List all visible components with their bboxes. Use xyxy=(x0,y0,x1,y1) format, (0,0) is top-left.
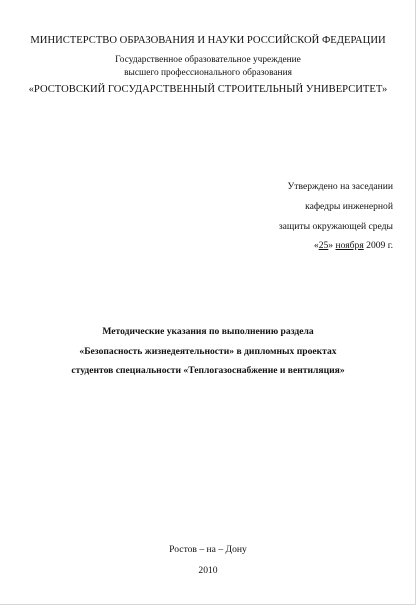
date-day: 25 xyxy=(318,240,329,252)
title-line-3: студентов специальности «Теплогазоснабжение и вентиляция» xyxy=(71,365,345,376)
document-title xyxy=(0,322,416,381)
approval-date xyxy=(279,236,393,256)
title-line-1: Методические указания по выполнению раздела xyxy=(102,326,314,337)
title-line-2: «Безопасность жизнедеятельности» в дипломных проектах xyxy=(79,345,337,357)
university-name: «РОСТОВСКИЙ ГОСУДАРСТВЕННЫЙ СТРОИТЕЛЬНЫЙ УНИВЕРСИТЕТ» xyxy=(28,84,388,95)
date-year: 2009 г. xyxy=(363,240,393,252)
institution-type-line-2: высшего профессионального образования xyxy=(124,68,292,78)
date-open-quote: « xyxy=(313,240,319,252)
approval-line-3: защиты окружающей среды xyxy=(278,220,393,232)
publication-year: 2010 xyxy=(198,565,218,576)
approval-line-1: Утверждено на заседании xyxy=(287,181,393,192)
approval-line-2: кафедры инженерной xyxy=(305,200,393,212)
date-month: ноября xyxy=(335,240,364,252)
approval-block xyxy=(279,177,393,256)
date-close-quote: » xyxy=(328,240,336,252)
ministry-heading: МИНИСТЕРСТВО ОБРАЗОВАНИЯ И НАУКИ РОССИЙСКОЙ ФЕДЕРАЦИИ xyxy=(30,35,386,46)
publication-place: Ростов – на – Дону xyxy=(169,544,247,555)
institution-type-line-1: Государственное образовательное учреждение xyxy=(115,55,301,65)
